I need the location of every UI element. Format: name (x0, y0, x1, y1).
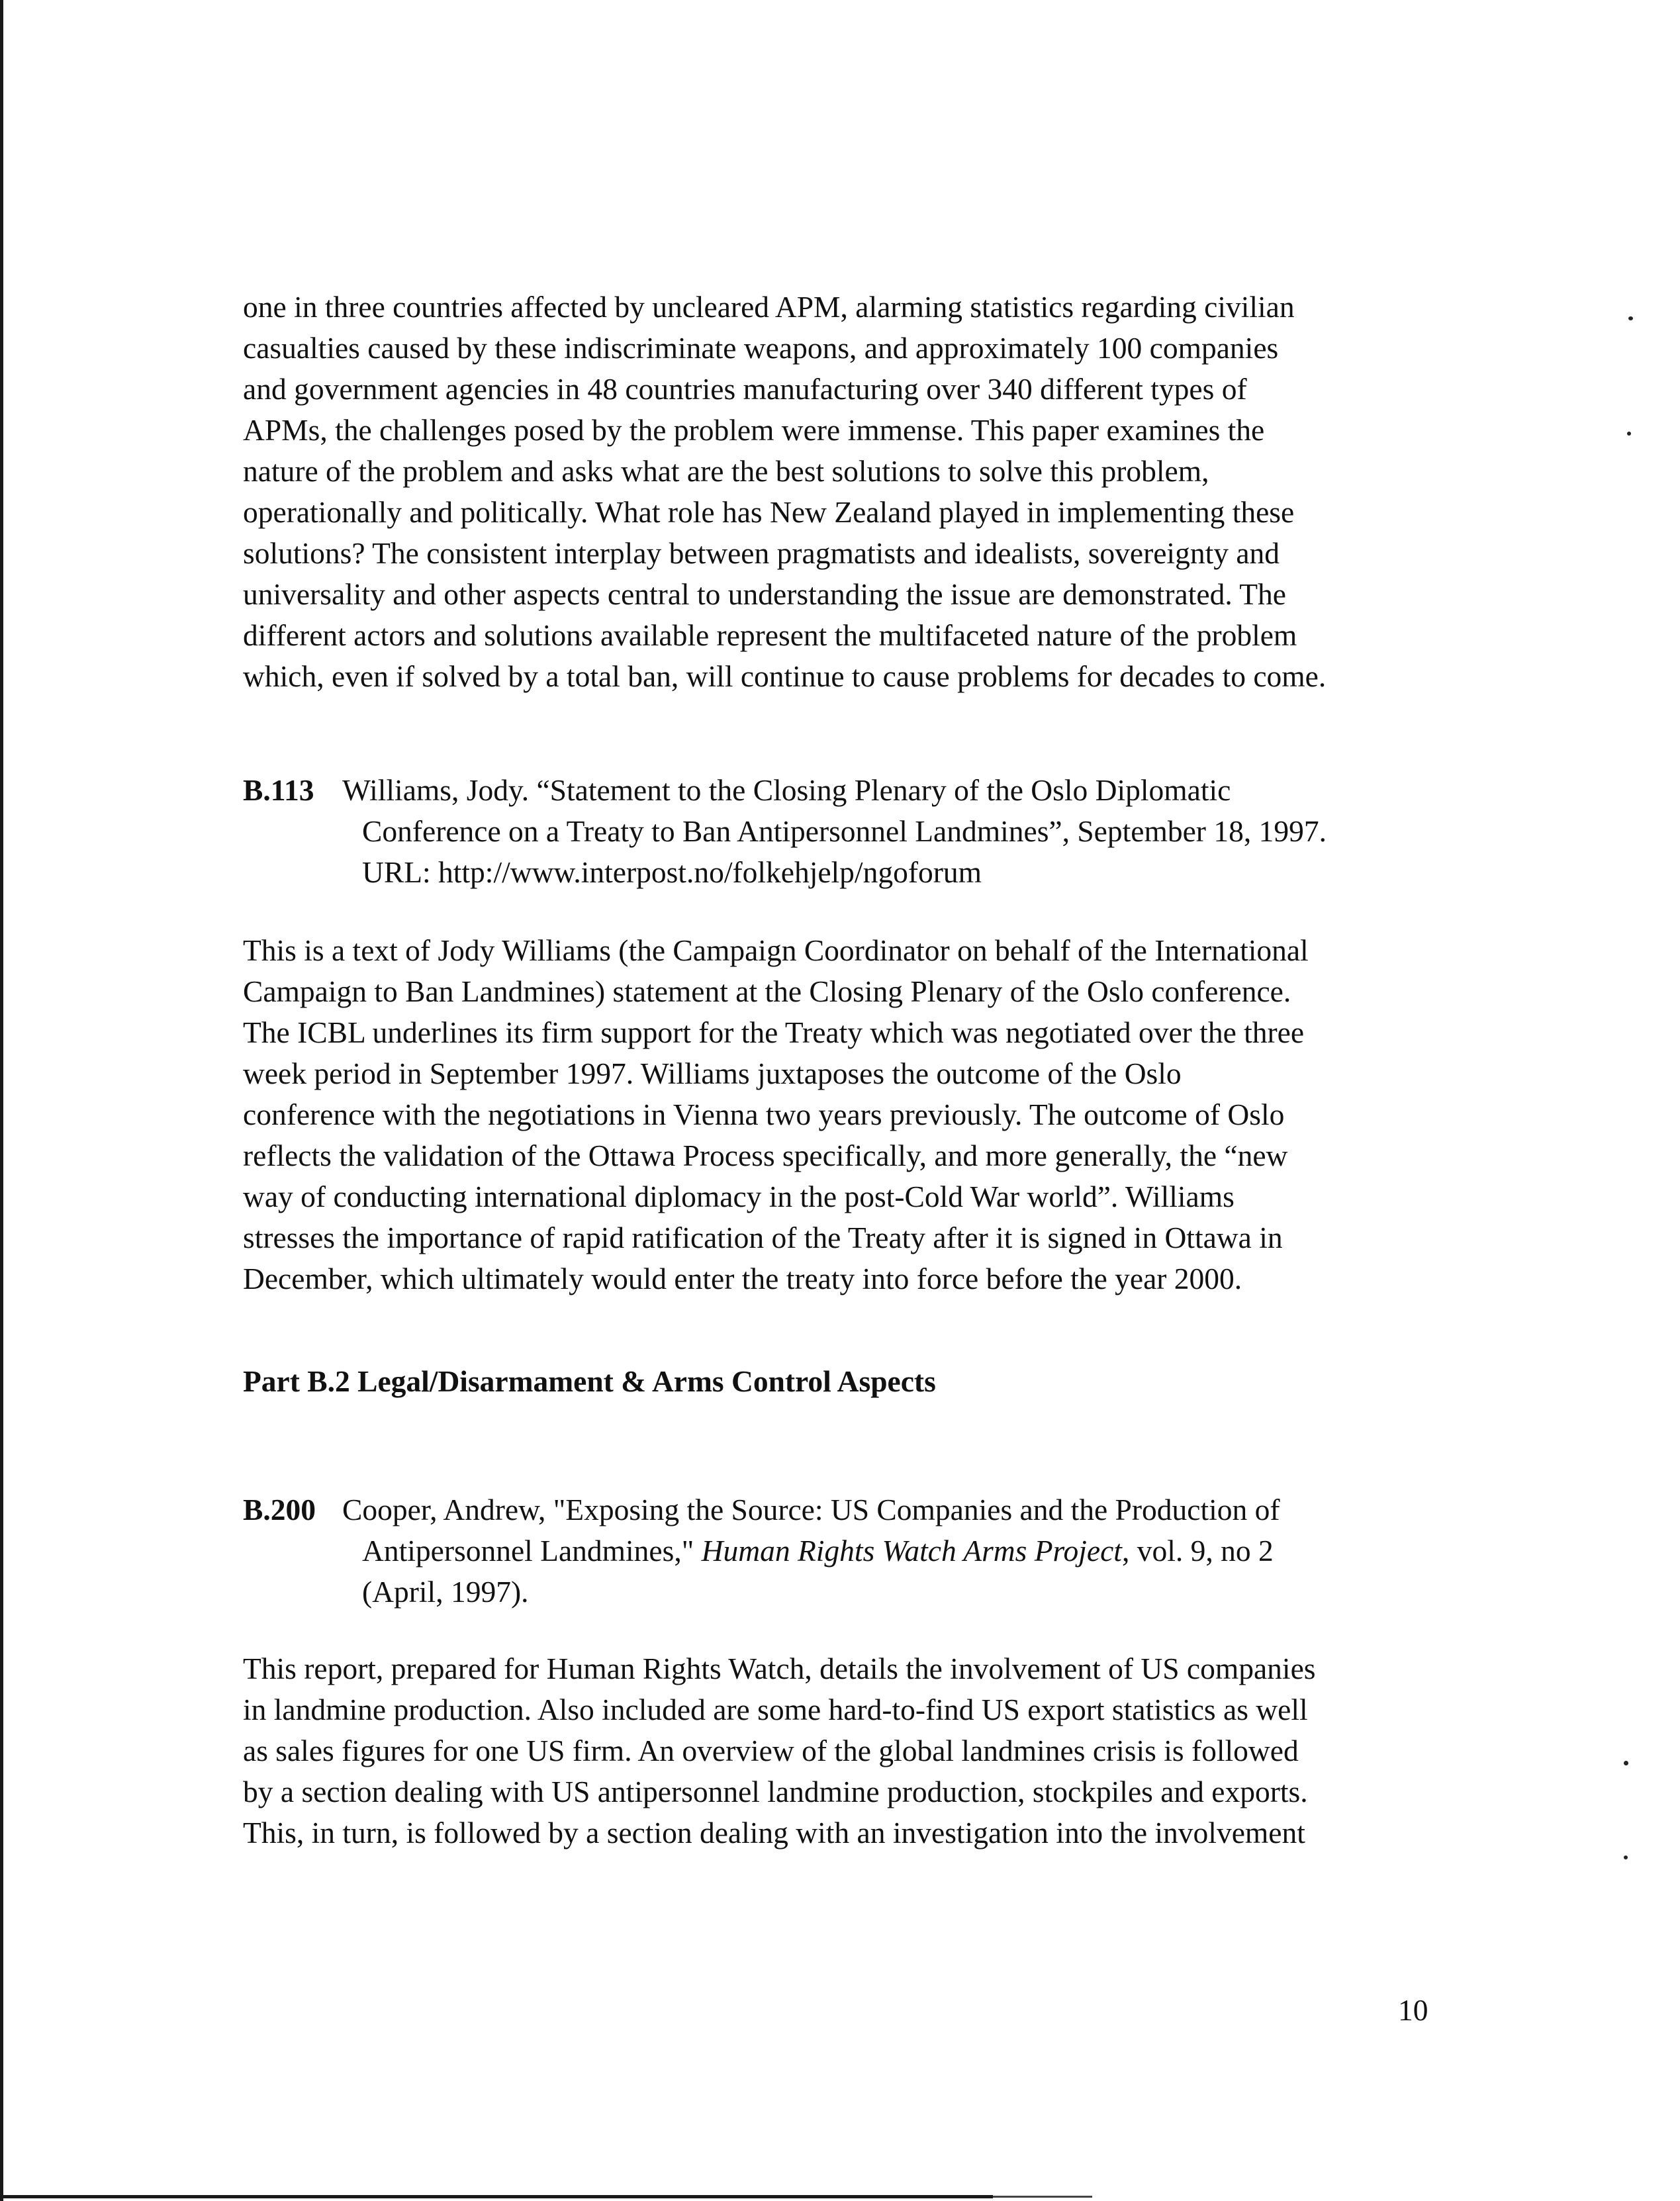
scan-speck (1628, 316, 1633, 320)
text-line: This, in turn, is followed by a section dealing with an investigation into the involvement (243, 1816, 1305, 1850)
citation-line (342, 1530, 1280, 1571)
section-heading: Part B.2 Legal/Disarmament & Arms Control Aspects (243, 1364, 936, 1398)
text-line: December, which ultimately would enter the treaty into force before the year 2000. (243, 1262, 1242, 1295)
entry-code: B.200 (243, 1493, 316, 1526)
text-line: one in three countries affected by uncleared APM, alarming statistics regarding civilian (243, 290, 1295, 324)
text-line: reflects the validation of the Ottawa Process specifically, and more generally, the “new (243, 1139, 1288, 1172)
entry-citation (342, 1489, 1280, 1613)
text-line: conference with the negotiations in Vienna two years previously. The outcome of Oslo (243, 1098, 1285, 1131)
paragraph-apm-overview (243, 287, 1434, 697)
scan-speck (1627, 432, 1631, 436)
entry-citation (342, 770, 1327, 893)
citation-line: Conference on a Treaty to Ban Antipersonnel Landmines”, September 18, 1997. (362, 814, 1327, 848)
citation-url: URL: http://www.interpost.no/folkehjelp/ngoforum (362, 855, 982, 889)
citation-text: Antipersonnel Landmines," (362, 1534, 702, 1568)
citation-line: (April, 1997). (362, 1575, 529, 1609)
entry-code: B.113 (243, 773, 314, 807)
text-line: This report, prepared for Human Rights Watch, details the involvement of US companies (243, 1652, 1316, 1685)
text-line: by a section dealing with US antipersonnel landmine production, stockpiles and exports. (243, 1775, 1308, 1808)
text-line: in landmine production. Also included are some hard-to-find US export statistics as well (243, 1693, 1308, 1726)
text-line: APMs, the challenges posed by the problem were immense. This paper examines the (243, 413, 1265, 447)
text-line: casualties caused by these indiscriminate weapons, and approximately 100 companies (243, 331, 1279, 365)
paragraph-hrw-report (243, 1648, 1434, 1853)
text-line: as sales figures for one US firm. An overview of the global landmines crisis is followed (243, 1734, 1299, 1767)
citation-publication: Human Rights Watch Arms Project (701, 1534, 1122, 1568)
text-line: which, even if solved by a total ban, will continue to cause problems for decades to come. (243, 659, 1327, 693)
scan-speck (1624, 1855, 1628, 1859)
scan-speck (1624, 1761, 1628, 1765)
text-line: Campaign to Ban Landmines) statement at the Closing Plenary of the Oslo conference. (243, 974, 1291, 1008)
text-line: and government agencies in 48 countries manufacturing over 340 different types of (243, 372, 1247, 406)
text-line: stresses the importance of rapid ratification of the Treaty after it is signed in Ottawa in (243, 1221, 1283, 1254)
paragraph-williams-statement (243, 930, 1434, 1299)
text-line: solutions? The consistent interplay between pragmatists and idealists, sovereignty and (243, 536, 1280, 570)
text-line: This is a text of Jody Williams (the Campaign Coordinator on behalf of the International (243, 933, 1309, 967)
scan-bottom-rule (0, 2195, 993, 2198)
text-line: nature of the problem and asks what are the best solutions to solve this problem, (243, 454, 1209, 488)
text-line: way of conducting international diplomacy in the post-Cold War world”. Williams (243, 1180, 1235, 1213)
citation-text: , vol. 9, no 2 (1121, 1534, 1274, 1568)
text-line: The ICBL underlines its firm support for the Treaty which was negotiated over the three (243, 1015, 1305, 1049)
text-line: week period in September 1997. Williams juxtaposes the outcome of the Oslo (243, 1056, 1182, 1090)
text-line: universality and other aspects central to understanding the issue are demonstrated. The (243, 577, 1286, 611)
scan-left-edge (0, 0, 3, 2201)
citation-line: Williams, Jody. “Statement to the Closing Plenary of the Oslo Diplomatic (342, 773, 1231, 807)
page-number: 10 (1398, 1993, 1428, 2027)
citation-line: Cooper, Andrew, "Exposing the Source: US Companies and the Production of (342, 1493, 1280, 1526)
text-line: operationally and politically. What role has New Zealand played in implementing these (243, 495, 1295, 529)
scan-bottom-rule-tail (993, 2196, 1092, 2198)
text-line: different actors and solutions available represent the multifaceted nature of the problem (243, 618, 1297, 652)
